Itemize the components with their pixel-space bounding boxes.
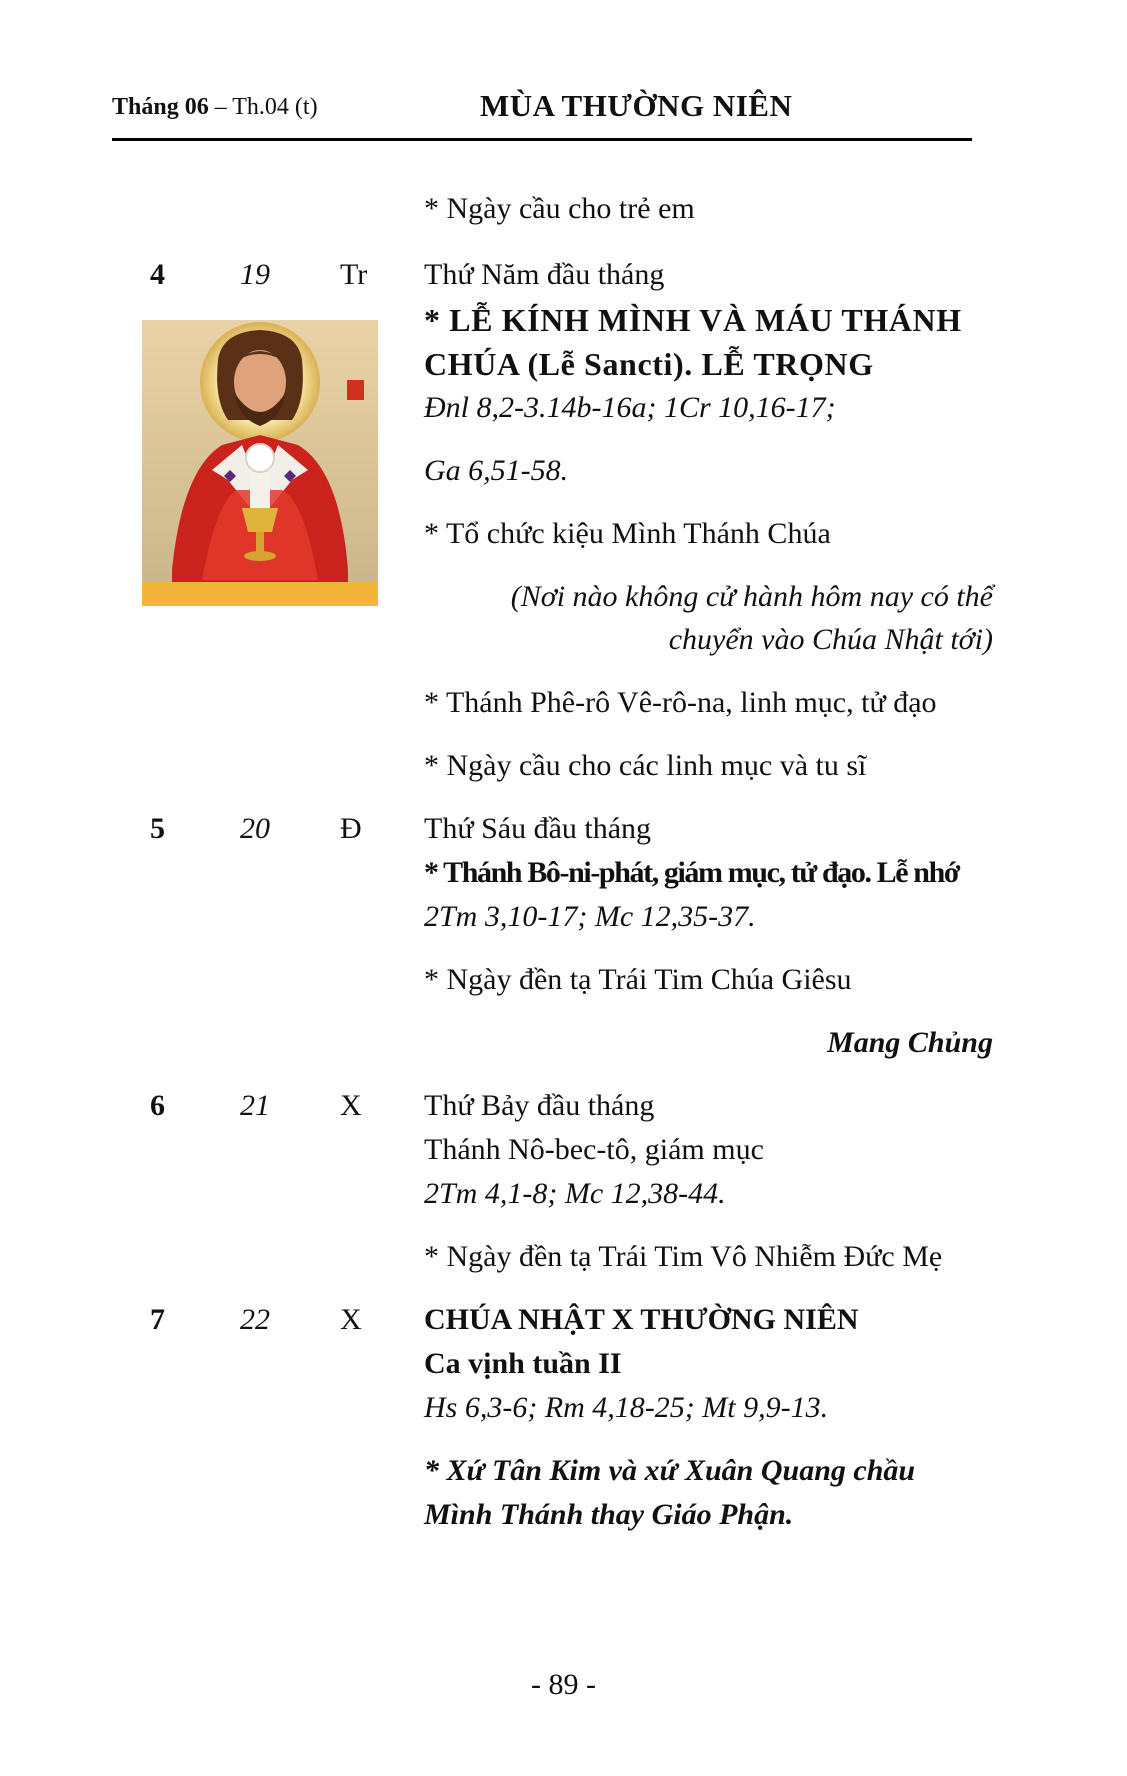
entry-note: Mình Thánh thay Giáo Phận. [424,1498,794,1531]
entry-note: * Tổ chức kiệu Mình Thánh Chúa [424,517,831,550]
entry-day: 7 [150,1303,165,1336]
readings: 2Tm 4,1-8; Mc 12,38-44. [424,1177,726,1210]
feast-title: * LỄ KÍNH MÌNH VÀ MÁU THÁNH [424,302,962,338]
memorial-title: * Thánh Bô-ni-phát, giám mục, tử đạo. Lễ nhớ [424,856,960,889]
entry-line: Thứ Bảy đầu tháng [424,1089,655,1122]
entry-color: Đ [340,812,362,845]
header-month: Tháng 06 – Th.04 (t) [112,94,318,120]
solar-term: Mang Chủng [827,1026,993,1059]
entry-lunar-date: 20 [240,812,270,845]
entry-color: X [340,1089,362,1122]
entry-line: Thánh Nô-bec-tô, giám mục [424,1133,764,1166]
psalter-week: Ca vịnh tuần II [424,1347,622,1380]
entry-day: 5 [150,812,165,845]
entry-line: Thứ Sáu đầu tháng [424,812,652,845]
entry-note: * Ngày đền tạ Trái Tim Chúa Giêsu [424,963,852,996]
entry-lunar-date: 19 [240,258,270,291]
entry-remark: (Nơi nào không cử hành hôm nay có thể [510,580,993,613]
christ-eucharist-icon [142,320,378,606]
readings: 2Tm 3,10-17; Mc 12,35-37. [424,900,756,933]
page-number: - 89 - [531,1668,596,1701]
header-title: MÙA THƯỜNG NIÊN [480,88,793,123]
entry-note: * Ngày cầu cho các linh mục và tu sĩ [424,749,867,782]
entry-remark: chuyển vào Chúa Nhật tới) [668,623,993,656]
entry-note: * Thánh Phê-rô Vê-rô-na, linh mục, tử đạo [424,686,937,719]
entry-lunar-date: 22 [240,1303,270,1336]
entry-color: X [340,1303,362,1336]
feast-title: CHÚA (Lễ Sancti). LỄ TRỌNG [424,346,874,382]
readings: Ga 6,51-58. [424,454,569,487]
entry-line: Thứ Năm đầu tháng [424,258,665,291]
entry-note: * Ngày đền tạ Trái Tim Vô Nhiễm Đức Mẹ [424,1240,943,1273]
page-header [112,86,972,141]
readings: Đnl 8,2-3.14b-16a; 1Cr 10,16-17; [424,391,836,424]
entry-day: 4 [150,258,165,291]
entry-lunar-date: 21 [240,1089,270,1122]
readings: Hs 6,3-6; Rm 4,18-25; Mt 9,9-13. [424,1391,829,1424]
intro-note: * Ngày cầu cho trẻ em [424,192,695,225]
entry-note: * Xứ Tân Kim và xứ Xuân Quang chầu [424,1454,916,1487]
entry-day: 6 [150,1089,165,1122]
sunday-title: CHÚA NHẬT X THƯỜNG NIÊN [424,1303,859,1336]
entry-color: Tr [340,258,368,291]
